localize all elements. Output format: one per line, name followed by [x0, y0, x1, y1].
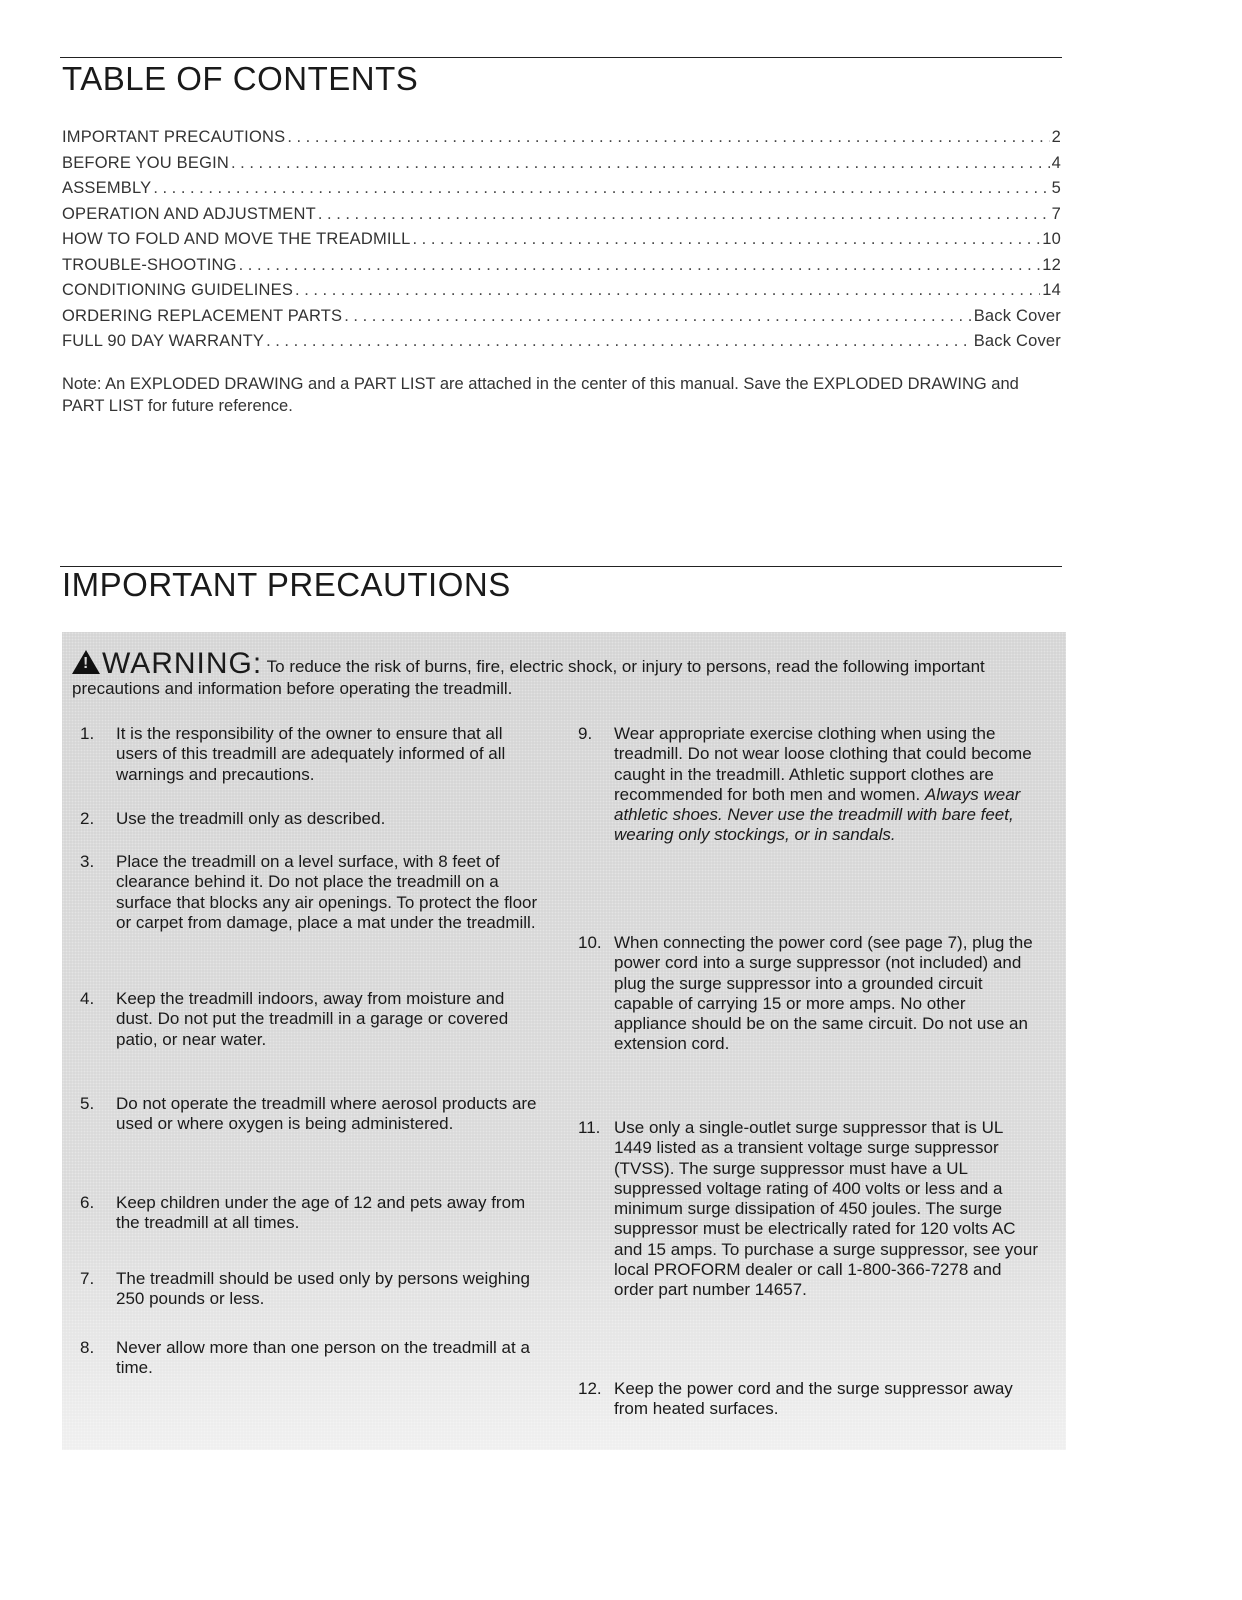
precaution-text: Place the treadmill on a level surface, with 8 feet of clearance behind it. Do not place the treadmill on a surface that blocks any air openings. To protect the floor or carpet from damage, place a mat under the treadmill.: [116, 852, 538, 932]
precaution-text: The treadmill should be used only by persons weighing 250 pounds or less.: [116, 1269, 530, 1309]
toc-leader: [153, 179, 1049, 198]
toc-entry[interactable]: [62, 205, 1061, 231]
precaution-item: [80, 809, 542, 829]
toc-entry-page: 10: [1042, 230, 1061, 248]
toc-entry-page: Back Cover: [973, 332, 1061, 350]
precaution-number: 8.: [80, 1338, 95, 1357]
precaution-item: [80, 989, 542, 1050]
toc-entry-title: OPERATION AND ADJUSTMENT: [62, 204, 316, 223]
toc-list: [62, 128, 1061, 358]
precaution-number: 2.: [80, 809, 95, 828]
toc-entry-page: 2: [1051, 128, 1061, 146]
precaution-text: Keep children under the age of 12 and pets away from the treadmill at all times.: [116, 1193, 526, 1233]
precaution-item: [578, 1379, 1040, 1420]
toc-leader: [412, 230, 1040, 249]
toc-leader: [295, 281, 1040, 300]
warning-block: [72, 647, 1052, 700]
toc-leader: [266, 332, 972, 351]
toc-entry-title: ASSEMBLY: [62, 179, 152, 197]
toc-entry-title: ORDERING REPLACEMENT PARTS: [62, 306, 343, 325]
precaution-text: [614, 724, 1040, 846]
precaution-item: [80, 1094, 542, 1135]
warning-triangle-icon: [72, 650, 100, 674]
precaution-number: 9.: [578, 724, 593, 743]
toc-entry[interactable]: [62, 281, 1061, 307]
toc-entry[interactable]: [62, 179, 1061, 205]
precaution-number: 10.: [578, 933, 602, 952]
precaution-item: [578, 933, 1040, 1055]
toc-entry-page: 4: [1051, 153, 1061, 172]
warning-label: WARNING:: [102, 647, 263, 680]
toc-entry-page: 7: [1051, 204, 1061, 223]
toc-entry-page: Back Cover: [973, 306, 1061, 325]
precaution-text: Do not operate the treadmill where aerosol products are used or where oxygen is being administered.: [116, 1094, 537, 1134]
precautions-panel: [62, 632, 1066, 1450]
precaution-number: 1.: [80, 724, 95, 743]
toc-entry-title: TROUBLE-SHOOTING: [62, 255, 237, 274]
precaution-item: [578, 724, 1040, 846]
toc-entry[interactable]: [62, 256, 1061, 282]
precaution-item: [80, 852, 542, 933]
toc-leader: [344, 307, 971, 326]
precaution-number: 6.: [80, 1193, 95, 1212]
toc-heading: TABLE OF CONTENTS: [62, 60, 419, 97]
toc-entry-page: 14: [1042, 281, 1061, 299]
precaution-text: When connecting the power cord (see page 7), plug the power cord into a surge suppressor (not included) and plug the surge suppressor into a grounded circuit capable of carrying 15 or more amps. No other appliance should be on the same circuit. Do not use an extension cord.: [614, 933, 1033, 1054]
toc-note: Note: An EXPLODED DRAWING and a PART LIST are attached in the center of this manual. Save the EXPLODED DRAWING and PART LIST for future reference.: [62, 375, 1019, 415]
precaution-item: [80, 1269, 542, 1310]
toc-leader: [318, 205, 1050, 224]
precaution-text: Keep the power cord and the surge suppressor away from heated surfaces.: [614, 1379, 1013, 1419]
precaution-item: [80, 724, 542, 785]
toc-entry-title: HOW TO FOLD AND MOVE THE TREADMILL: [62, 230, 411, 248]
toc-entry[interactable]: [62, 230, 1061, 256]
precaution-number: 7.: [80, 1269, 95, 1288]
precaution-text: Never allow more than one person on the treadmill at a time.: [116, 1338, 530, 1378]
precaution-item: [578, 1118, 1040, 1301]
precaution-number: 12.: [578, 1379, 602, 1398]
precaution-text-italic: Always wear athletic shoes. Never use the treadmill with bare feet, wearing only stockings, or in sandals.: [614, 784, 1021, 845]
precaution-text: Use only a single-outlet surge suppressor that is UL 1449 listed as a transient voltage surge suppressor (TVSS). The surge suppressor must have a UL suppressed voltage rating of 400 volts or less and a minimum surge dissipation of 450 joules. The surge suppressor must be electrically rated for 120 volts AC and 15 amps. To purchase a surge suppressor, see your local PROFORM dealer or call 1-800-366-7278 and order part number 14657.: [614, 1118, 1038, 1300]
toc-leader: [239, 256, 1041, 275]
toc-leader: [231, 154, 1050, 173]
toc-entry[interactable]: [62, 128, 1061, 154]
toc-entry-page: 12: [1042, 255, 1061, 274]
top-rule: [60, 57, 1062, 58]
warning-text: To reduce the risk of burns, fire, electric shock, or injury to persons, read the following important precautions and information before operating the treadmill.: [72, 657, 985, 698]
precaution-text: Keep the treadmill indoors, away from moisture and dust. Do not put the treadmill in a garage or covered patio, or near water.: [116, 989, 509, 1049]
precaution-item: [80, 1338, 542, 1379]
toc-entry[interactable]: [62, 307, 1061, 333]
precaution-item: [80, 1193, 542, 1234]
toc-entry-title: IMPORTANT PRECAUTIONS: [62, 128, 286, 146]
precaution-text: Use the treadmill only as described.: [116, 809, 386, 828]
precaution-number: 5.: [80, 1094, 95, 1113]
toc-leader: [287, 128, 1049, 147]
precaution-number: 3.: [80, 852, 95, 871]
precaution-text: It is the responsibility of the owner to ensure that all users of this treadmill are adequately informed of all warnings and precautions.: [116, 724, 506, 784]
toc-entry-title: CONDITIONING GUIDELINES: [62, 281, 294, 299]
toc-entry-page: 5: [1051, 179, 1061, 197]
toc-entry-title: FULL 90 DAY WARRANTY: [62, 332, 265, 350]
toc-entry-title: BEFORE YOU BEGIN: [62, 153, 230, 172]
toc-entry[interactable]: [62, 154, 1061, 180]
toc-entry[interactable]: [62, 332, 1061, 358]
precaution-number: 4.: [80, 989, 95, 1008]
precaution-text-main: Wear appropriate exercise clothing when using the treadmill. Do not wear loose clothing that could become caught in the treadmill. Athletic support clothes are recommended for both men and women.: [614, 724, 1032, 804]
precaution-number: 11.: [578, 1118, 601, 1137]
precautions-heading: IMPORTANT PRECAUTIONS: [62, 566, 511, 603]
